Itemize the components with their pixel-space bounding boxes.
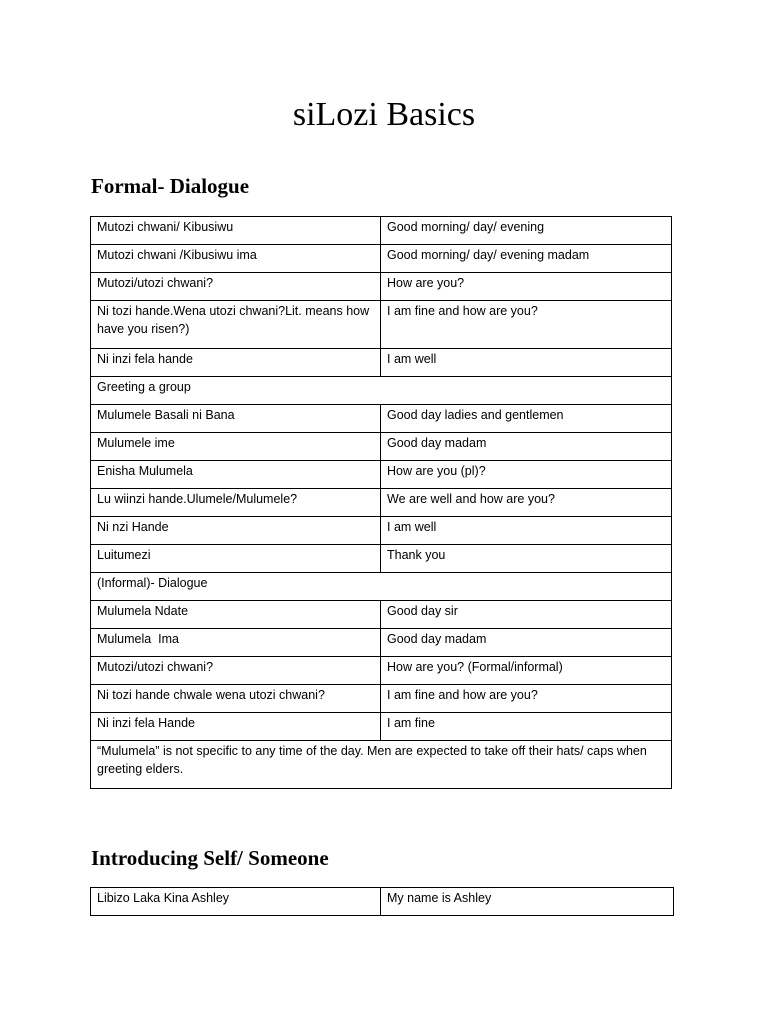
table-row [91,349,672,377]
table-row [91,405,672,433]
english-translation-cell: Good day madam [381,433,672,461]
table-row [91,273,672,301]
formal-dialogue-table [90,216,672,789]
table-row [91,601,672,629]
table-row [91,489,672,517]
english-translation-cell: Good day madam [381,629,672,657]
table-row [91,573,672,601]
page-title: siLozi Basics [292,96,476,133]
lozi-phrase-cell: Enisha Mulumela [91,461,381,489]
lozi-phrase-cell: Ni inzi fela hande [91,349,381,377]
english-translation-cell: How are you? [381,273,672,301]
english-translation-cell: Good morning/ day/ evening [381,217,672,245]
table-row [91,461,672,489]
english-translation-cell: Good day ladies and gentlemen [381,405,672,433]
table-row [91,433,672,461]
table-row [91,517,672,545]
lozi-phrase-cell: Mutozi chwani /Kibusiwu ima [91,245,381,273]
subsection-label-informal-dialogue: (Informal)- Dialogue [91,573,672,601]
lozi-phrase-cell: Ni inzi fela Hande [91,713,381,741]
usage-note-cell: “Mulumela” is not specific to any time of the day. Men are expected to take off their hats/ caps when greeting elders. [91,741,672,789]
lozi-phrase-cell: Mulumela Ndate [91,601,381,629]
table-row [91,245,672,273]
lozi-phrase-cell: Ni tozi hande.Wena utozi chwani?Lit. means how have you risen?) [91,301,381,349]
lozi-phrase-cell: Mulumele Basali ni Bana [91,405,381,433]
table-row [91,377,672,405]
english-translation-cell: We are well and how are you? [381,489,672,517]
section-heading-formal-dialogue: Formal- Dialogue [91,174,250,198]
english-translation-cell: How are you (pl)? [381,461,672,489]
lozi-phrase-cell: Mutozi chwani/ Kibusiwu [91,217,381,245]
lozi-phrase-cell: Mutozi/utozi chwani? [91,273,381,301]
lozi-phrase-cell: Luitumezi [91,545,381,573]
lozi-phrase-cell: Mulumele ime [91,433,381,461]
english-translation-cell: I am fine and how are you? [381,301,672,349]
english-translation-cell: My name is Ashley [381,888,674,916]
subsection-label-greeting-group: Greeting a group [91,377,672,405]
section-heading-introducing-self: Introducing Self/ Someone [91,846,329,870]
lozi-phrase-cell: Mulumela Ima [91,629,381,657]
table-row [91,685,672,713]
table-row [91,888,674,916]
table-row [91,217,672,245]
english-translation-cell: How are you? (Formal/informal) [381,657,672,685]
english-translation-cell: I am well [381,349,672,377]
table-row [91,545,672,573]
table-row [91,741,672,789]
lozi-phrase-cell: Lu wiinzi hande.Ulumele/Mulumele? [91,489,381,517]
english-translation-cell: I am fine [381,713,672,741]
table-row [91,301,672,349]
table-row [91,629,672,657]
english-translation-cell: I am fine and how are you? [381,685,672,713]
english-translation-cell: Thank you [381,545,672,573]
english-translation-cell: Good morning/ day/ evening madam [381,245,672,273]
english-translation-cell: I am well [381,517,672,545]
lozi-phrase-cell: Mutozi/utozi chwani? [91,657,381,685]
lozi-phrase-cell: Ni tozi hande chwale wena utozi chwani? [91,685,381,713]
english-translation-cell: Good day sir [381,601,672,629]
introducing-self-table [90,887,674,916]
lozi-phrase-cell: Ni nzi Hande [91,517,381,545]
table-row [91,713,672,741]
lozi-phrase-cell: Libizo Laka Kina Ashley [91,888,381,916]
table-row [91,657,672,685]
